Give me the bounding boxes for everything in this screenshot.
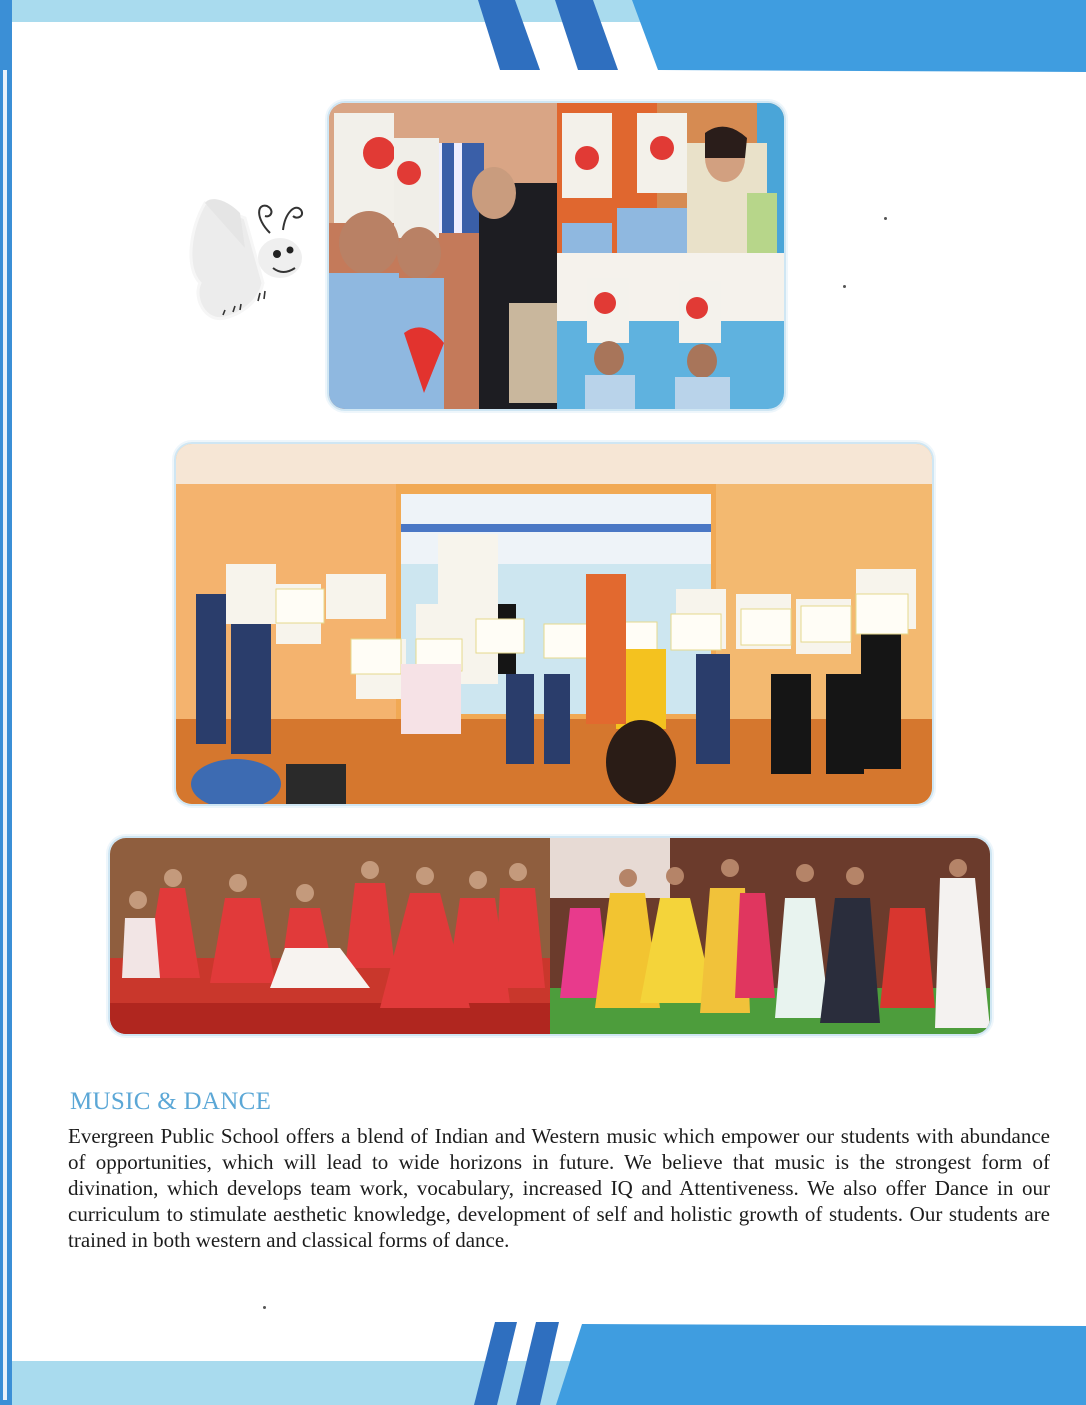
photo-panel-two-chefs-blue-wall xyxy=(557,253,784,409)
speck xyxy=(884,217,887,220)
section-body-text: Evergreen Public School offers a blend of Indian and Western music which empower our students with abundance of opportunities, which will lead to wide horizons in future. We believe that music is the strongest form of divination, which develops team work, vocabulary, increased IQ and Attentiveness. We also offer Dance in our curriculum to stimulate aesthetic knowledge, development of self and holistic growth of students. Our students are trained in both western and classical forms of dance. xyxy=(68,1124,1050,1252)
photo-cooking-activity xyxy=(327,101,786,411)
bottom-decorative-band xyxy=(0,1318,1086,1405)
top-decorative-band xyxy=(0,0,1086,75)
photo-panel-classical-dance-lehengas xyxy=(550,838,990,1034)
photo-dance-performance xyxy=(108,836,992,1036)
butterfly-icon xyxy=(185,188,305,328)
photo-award-ceremony xyxy=(174,442,934,806)
photo-panel-western-dance-red-dresses xyxy=(110,838,550,1034)
speck xyxy=(263,1306,266,1309)
page-left-edge-highlight xyxy=(3,70,7,1400)
photo-panel-children-with-teacher xyxy=(329,103,557,409)
section-title-music-dance: MUSIC & DANCE xyxy=(70,1088,272,1115)
photo-panel-children-with-lady xyxy=(557,103,784,253)
speck xyxy=(843,285,846,288)
